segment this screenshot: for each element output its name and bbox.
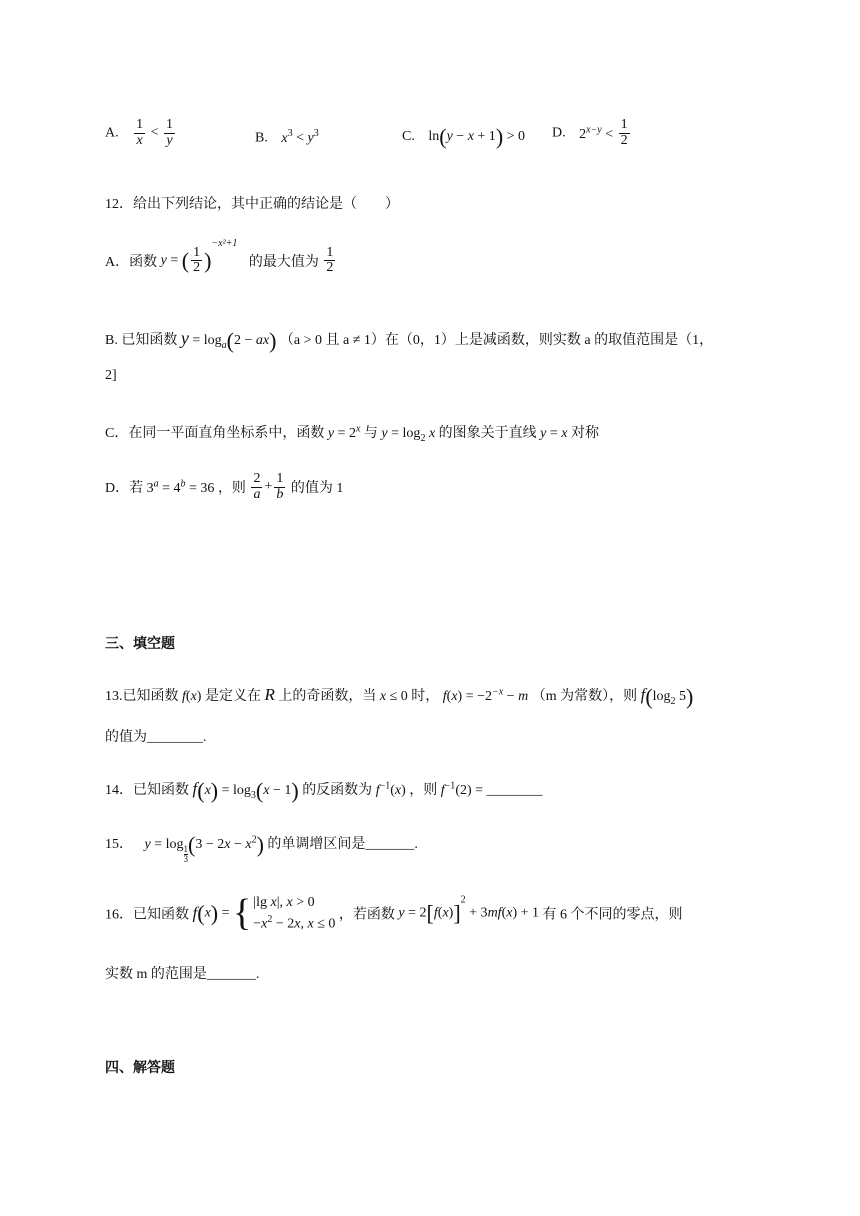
q11-option-d: D. $2^{x-y}$ < $\frac{1}{2}$: [552, 117, 628, 148]
q11-option-c: C. ln(y − x + 1) > 0: [402, 124, 526, 149]
q12-stem: 12．给出下列结论，其中正确的结论是（ ）: [105, 197, 399, 212]
option-c-label: C.: [402, 129, 415, 145]
fraction-half: $\frac{1}{2}$: [193, 244, 201, 276]
fraction-1-over-2: $\frac{1}{2}$: [620, 117, 628, 148]
fraction-half-answer: $\frac{1}{2}$: [326, 244, 334, 276]
q12-option-a: A．函数 y = ( $\frac{1}{2}$ )$^{-x^2+1}$ 的最大值为 $\frac{1}{2}$: [105, 238, 334, 276]
section-heading-fill-blank: 三、填空题: [105, 636, 175, 652]
fraction-2-over-a: $\frac{2}{a}$: [253, 471, 261, 502]
q16-line2: 实数 m 的范围是_______.: [105, 967, 260, 982]
q15: 15． y = log $\frac{1}{3}$ $(3 - 2x - x^2)$ 的单调增区间是_______.: [105, 832, 418, 865]
q16-line1: 16．已知函数 f(x) = { |lg x|, x > 0 $-x^2 - 2x$, x ≤ 0 ，若函数 $y = 2[f(x)]^2 + 3mf(x) + 1$ 有 6 个不同的零点，则: [105, 892, 683, 935]
q11-option-a: A. $\frac{1}{x}$ < $\frac{1}{y}$: [105, 117, 174, 148]
q11-option-b: B. $x^3 < y^3$: [255, 128, 319, 146]
option-d-label: D.: [552, 125, 566, 141]
q12-option-b: B. 已知函数 $y = \log_a(2 - ax) (a > 0$ 且 a ≠ 1）在（0，1）上是减函数，则实数 a 的取值范围是（1，: [105, 328, 714, 353]
q13-line1: 13.已知函数 f(x) 是定义在 R 上的奇函数，当 x ≤ 0 时， $f(x) = -2^{-x} - m$ （m 为常数），则 $f(\log_2$ 5): [105, 684, 694, 709]
option-b-label: B.: [255, 130, 268, 146]
fraction-1-over-b: $\frac{1}{b}$: [276, 471, 284, 502]
q12-option-b-cont: 2]: [105, 368, 117, 383]
piecewise-function: { |lg x|, x > 0 $-x^2 - 2x$, x ≤ 0: [233, 892, 336, 935]
q12-option-d: D．若 $3^a = 4^b = 36$ ，则 $\frac{2}{a}$ + $\frac{1}{b}$ 的值为 1: [105, 471, 344, 502]
fraction-1-over-y: $\frac{1}{y}$: [166, 117, 174, 148]
section-heading-answer: 四、解答题: [105, 1060, 175, 1076]
q14: 14．已知函数 $f(x) = \log_3(x - 1)$ 的反函数为 $f^{-1}(x)$ ，则 $f^{-1}(2)$ = ________: [105, 778, 543, 803]
q12-option-c: C．在同一平面直角坐标系中，函数 $y = 2^x$ 与 $y = \log_2 x$ 的图象关于直线 y = x 对称: [105, 423, 599, 444]
option-a-label: A.: [105, 125, 119, 141]
fraction-1-over-x: $\frac{1}{x}$: [136, 117, 144, 148]
q13-line2: 的值为________.: [105, 730, 207, 745]
q14-answer-blank: ________: [486, 783, 543, 799]
